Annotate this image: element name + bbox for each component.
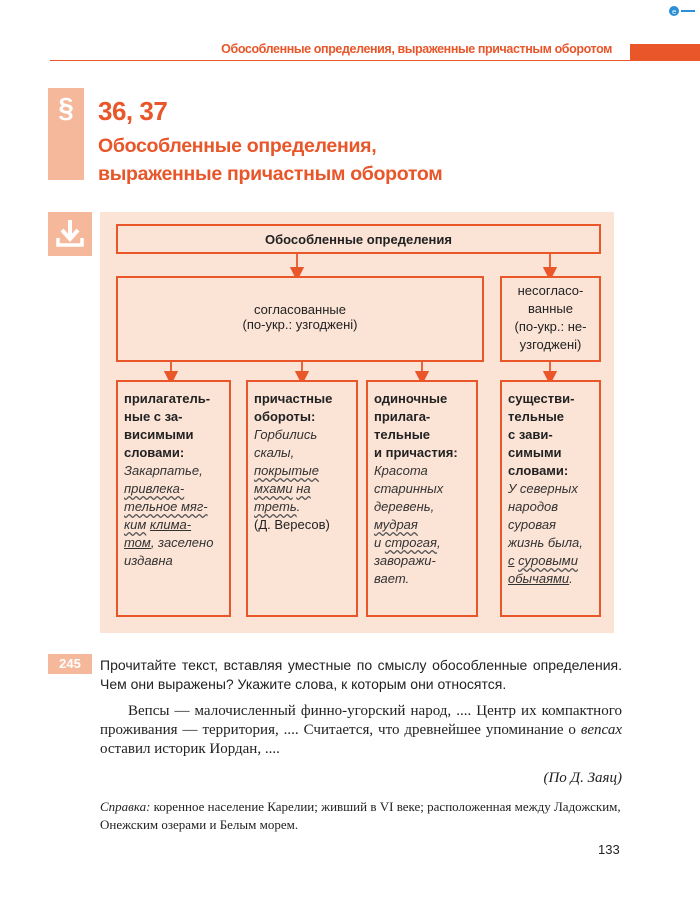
- header-accent-block: [630, 44, 700, 61]
- publisher-logo: [668, 4, 696, 18]
- page-number: 133: [598, 842, 620, 857]
- box-nouns-dependent: существи- тельные с зави- симыми словами: У северных народов суровая жизнь была, с суровыми обычаями.: [500, 380, 601, 617]
- text-author: (По Д. Заяц): [543, 770, 622, 786]
- quote-author: (Д. Вересов): [254, 517, 330, 532]
- running-title: Обособленные определения, выраженные причастным оборотом: [221, 42, 612, 56]
- example-text: Красота старинных деревень, мудрая и строгая, заворажи- вает.: [374, 463, 444, 586]
- reference-note: Справка: коренное население Карелии; живший в VI веке; расположенная между Ладожским, Онежским озерами и Белым морем.: [100, 799, 621, 832]
- exercise-number: 245: [48, 654, 92, 674]
- example-text: У северных народов суровая жизнь была, с суровыми обычаями.: [508, 481, 583, 586]
- paragraph-sign: §: [58, 92, 74, 123]
- box-agreed: согласованные (по-укр.: узгоджені): [116, 276, 484, 362]
- exercise-task: Прочитайте текст, вставляя уместные по смыслу обособленные определения. Чем они выражены? Укажите слова, к которым они относятся.: [100, 657, 622, 692]
- svg-text:e: e: [672, 8, 677, 16]
- section-title: Обособленные определения, выраженные причастным оборотом: [98, 135, 443, 185]
- download-tab[interactable]: [48, 212, 92, 256]
- box-participle-phrases: причастные обороты: Горбились скалы, покрытые мхами на треть. (Д. Вересов): [246, 380, 358, 617]
- exercise-text: Вепсы — малочисленный финно-угорский народ, .... Центр их компактного проживания — территория, .... Считается, что древнейшее упоминание о вепсах оставил историк Иордан, ....: [100, 703, 622, 757]
- box-isolated-definitions: Обособленные определения: [116, 224, 601, 254]
- box-nonagreed: несогласо- ванные (по-укр.: не- узгоджені): [500, 276, 601, 362]
- box-adjectives-dependent: прилагатель- ные с за- висимыми словами: Закарпатье, привлека- тельное мяг- ким клима- том, заселено издавна: [116, 380, 231, 617]
- download-icon: [48, 212, 92, 256]
- section-number: 36, 37: [98, 96, 168, 126]
- box-single-adjectives: одиночные прилага- тельные и причастия: Красота старинных деревень, мудрая и строгая, заворажи- вает.: [366, 380, 478, 617]
- example-text: Закарпатье, привлека- тельное мяг- ким клима- том, заселено издавна: [124, 463, 214, 568]
- example-text: Горбились скалы, покрытые мхами на треть.: [254, 427, 319, 514]
